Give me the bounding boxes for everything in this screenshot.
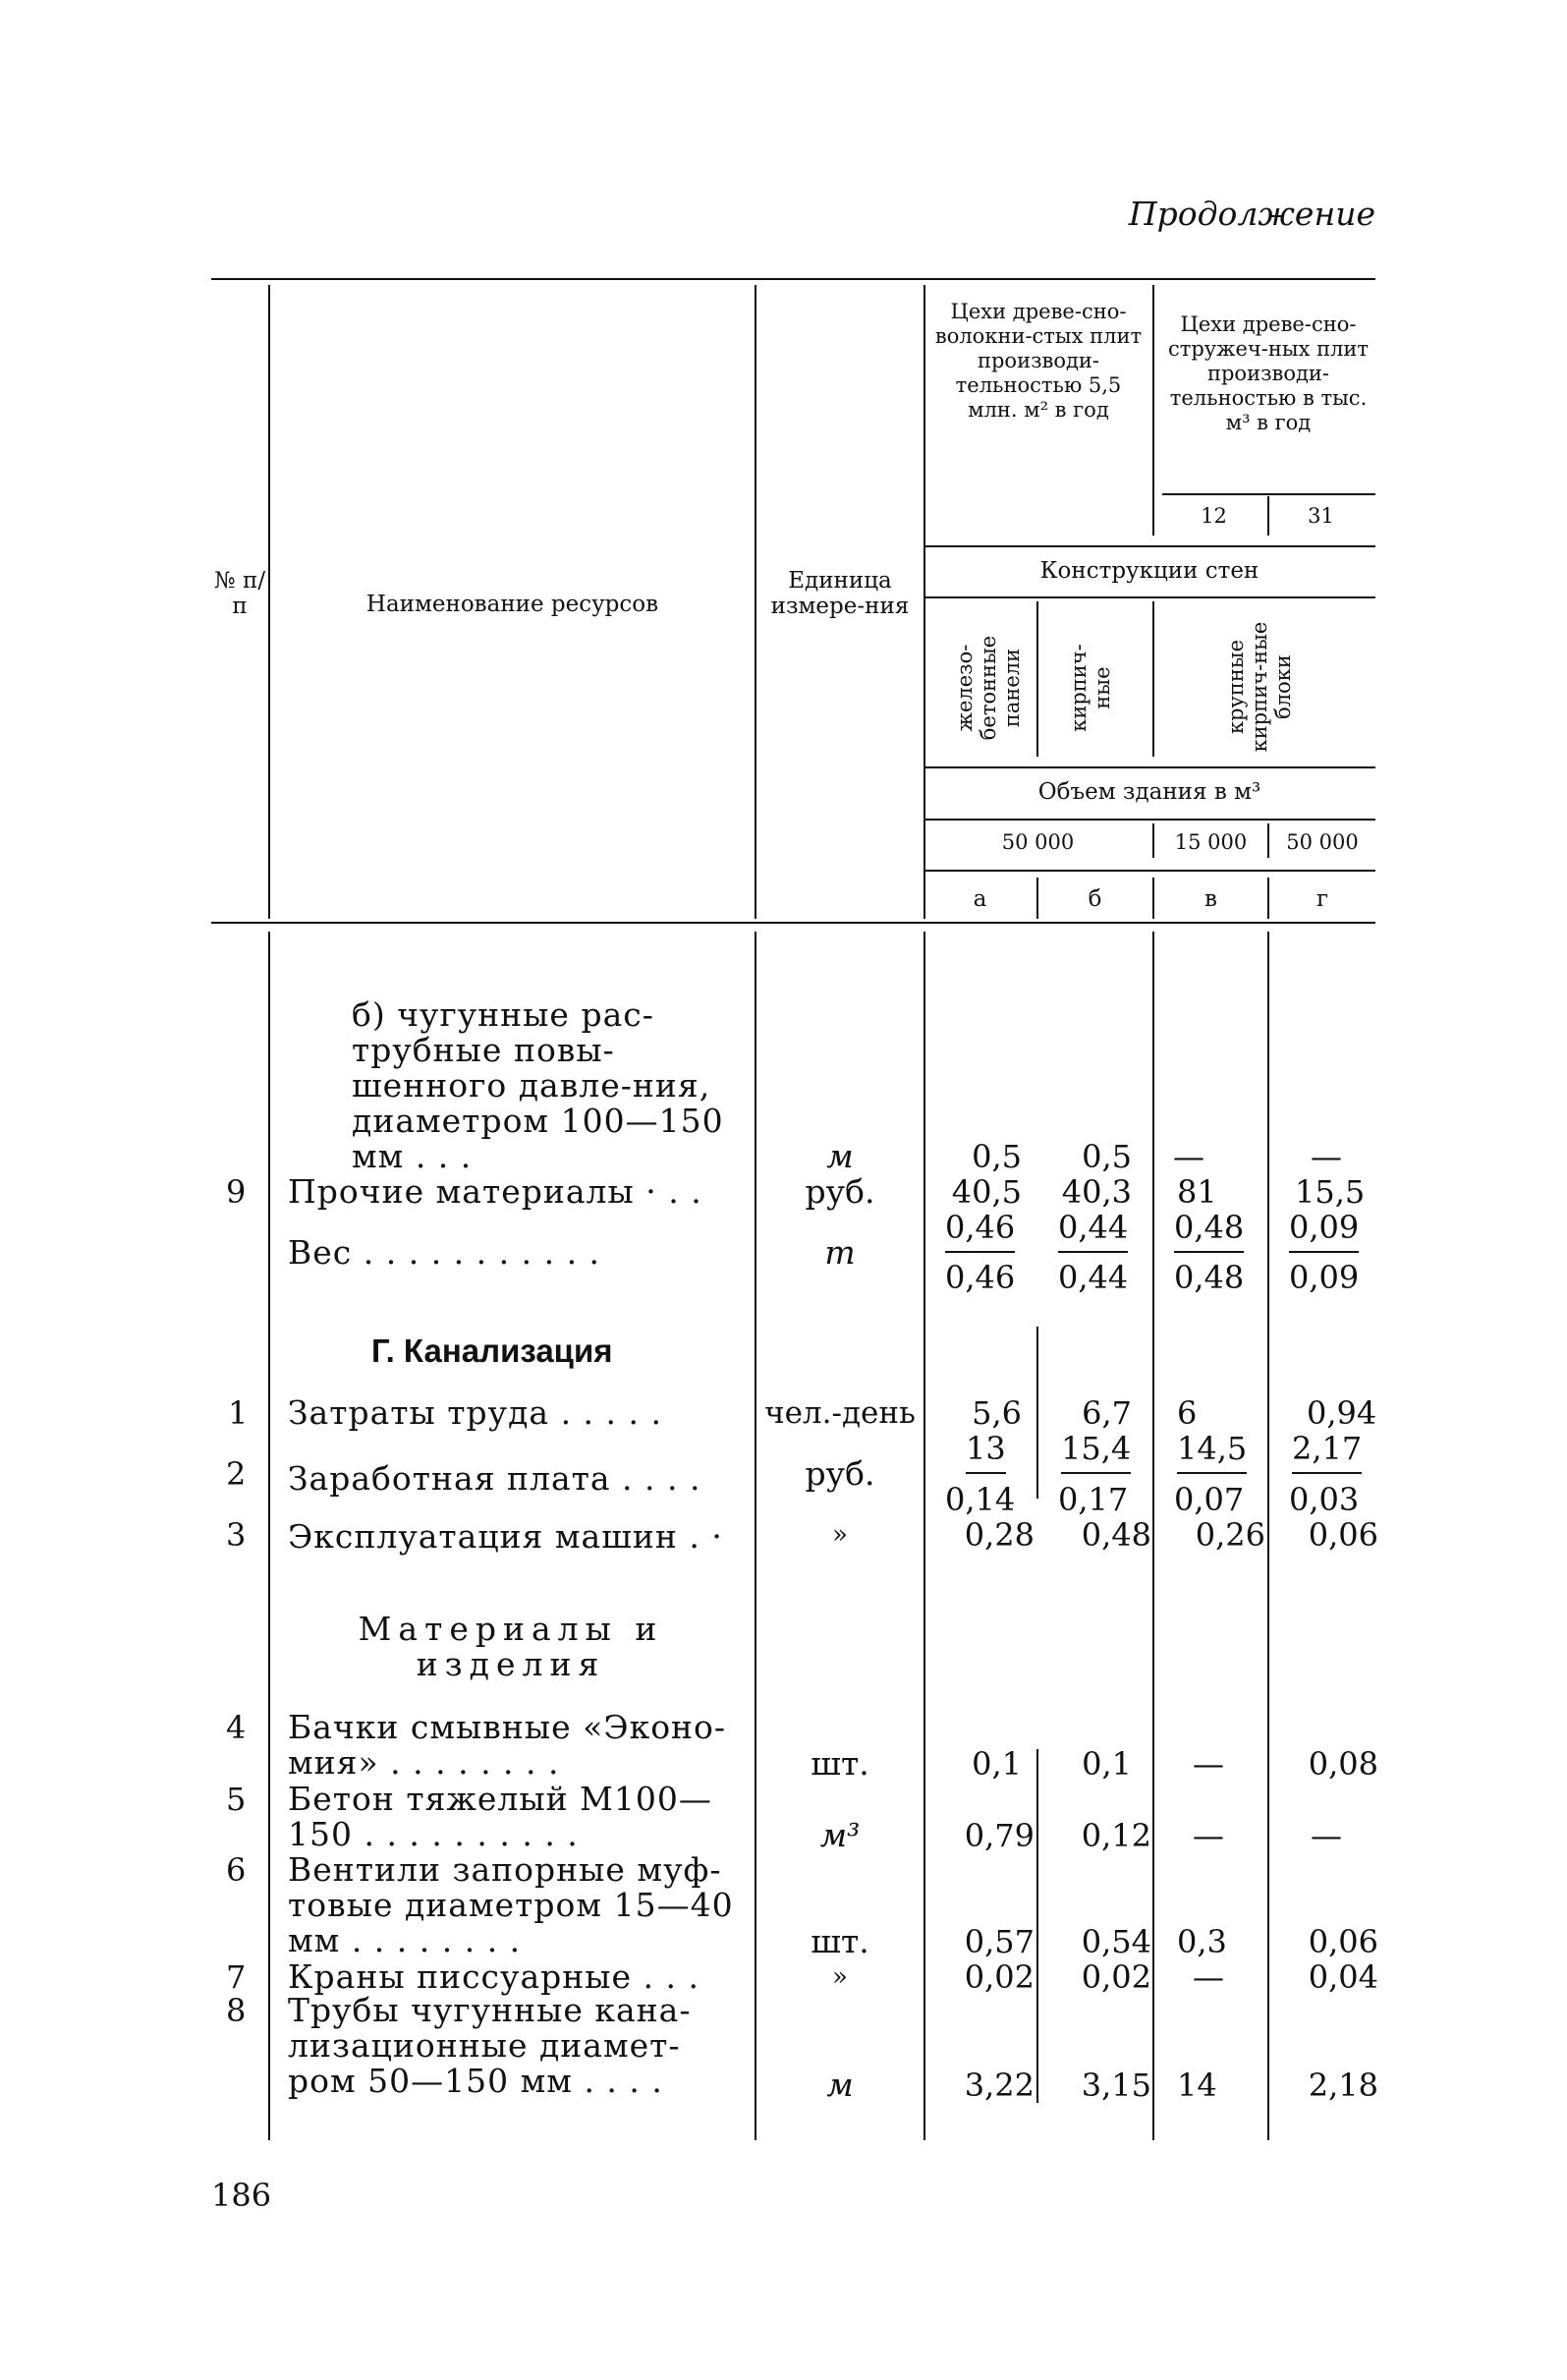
- weight-name: Вес . . . . . . . . . . .: [288, 1233, 601, 1272]
- col-d-label: г: [1315, 886, 1329, 912]
- row-7-num: 7: [226, 1958, 247, 1996]
- weight-bottom-b: 0,44: [1058, 1259, 1129, 1296]
- wage-unit: руб.: [805, 1454, 875, 1493]
- other-a: 40,5: [951, 1173, 1022, 1211]
- row-4-num: 4: [226, 1709, 247, 1746]
- vol-d: 50 000: [1286, 830, 1359, 854]
- page-number: 186: [211, 2177, 272, 2214]
- wall-a-header: железо-бетонные панели: [953, 635, 1024, 741]
- wall-b-header: кирпич-ные: [1067, 644, 1114, 732]
- col-sep-group: [1152, 285, 1154, 536]
- row-4-c: —: [1193, 1745, 1224, 1783]
- machines-unit: »: [832, 1520, 848, 1550]
- other-d: 15,5: [1295, 1173, 1366, 1211]
- other-c: 81: [1177, 1173, 1217, 1211]
- row-5-unit: м³: [819, 1816, 861, 1854]
- rule-cap: [1162, 493, 1375, 495]
- labor-unit: чел.-день: [764, 1395, 916, 1431]
- col-sep-wall-bc: [1152, 601, 1154, 757]
- row-3-num: 3: [226, 1516, 247, 1554]
- row-8-b: 3,15: [1081, 2067, 1151, 2104]
- pipes-c: —: [1173, 1138, 1204, 1175]
- weight-unit: т: [824, 1233, 856, 1272]
- weight-top-d: 0,09: [1289, 1210, 1359, 1253]
- num-header: № п/п: [213, 568, 266, 619]
- weight-top-c: 0,48: [1174, 1210, 1244, 1253]
- pipes-unit: м: [826, 1137, 854, 1175]
- body-sep-4b: [1036, 1749, 1038, 2103]
- row-7-unit: »: [832, 1962, 848, 1992]
- machines-a: 0,28: [964, 1516, 1035, 1554]
- row-4-a: 0,1: [972, 1745, 1022, 1783]
- row-6-d: 0,06: [1308, 1923, 1378, 1960]
- body-sep-1: [268, 932, 270, 2140]
- group2-header: Цехи древе-сно-стружеч-ных плит производи-тельностью в тыс. м³ в год: [1167, 312, 1370, 434]
- pipes-a: 0,5: [972, 1138, 1022, 1175]
- row-5-d: —: [1311, 1817, 1342, 1854]
- row-8-unit: м: [826, 2066, 854, 2104]
- header-top-rule: [211, 278, 1375, 280]
- machines-c: 0,26: [1195, 1516, 1265, 1554]
- wage-top-b: 15,4: [1061, 1431, 1131, 1474]
- capacity-12: 12: [1201, 504, 1227, 528]
- vol-ab: 50 000: [1001, 830, 1075, 854]
- labor-d: 0,94: [1307, 1394, 1377, 1432]
- rule-walls-bottom: [923, 766, 1375, 768]
- body-sep-6: [1267, 932, 1269, 2140]
- labor-a: 5,6: [972, 1394, 1022, 1432]
- row-6-num: 6: [226, 1851, 247, 1889]
- row-2-num: 2: [226, 1455, 247, 1493]
- row-6-b: 0,54: [1081, 1923, 1151, 1960]
- row-8-c: 14: [1177, 2067, 1217, 2104]
- row-4-name: Бачки смывные «Эконо-мия» . . . . . . . .: [288, 1708, 727, 1782]
- pipes-d: —: [1311, 1138, 1342, 1175]
- row-8-num: 8: [226, 1992, 247, 2029]
- header-bottom-rule: [211, 922, 1375, 924]
- machines-b: 0,48: [1081, 1516, 1151, 1554]
- pipes-name: б) чугунные рас-трубные повы-шенного давле-ния, диаметром 100—150 мм . . .: [352, 995, 724, 1175]
- row-6-a: 0,57: [964, 1923, 1035, 1960]
- row-7-d: 0,04: [1308, 1958, 1378, 1996]
- other-b: 40,3: [1061, 1173, 1132, 1211]
- machines-name: Эксплуатация машин . ·: [288, 1517, 723, 1556]
- labor-c: 6: [1177, 1394, 1198, 1432]
- body-sep-2: [755, 932, 756, 2140]
- weight-bottom-c: 0,48: [1174, 1259, 1245, 1296]
- col-sep-2: [755, 285, 756, 919]
- row-5-name: Бетон тяжелый М100—150 . . . . . . . . . .: [288, 1780, 712, 1853]
- rule-volume: [923, 819, 1375, 821]
- row-7-a: 0,02: [964, 1958, 1035, 1996]
- body-sep-4: [1036, 1327, 1038, 1499]
- row-8-name: Трубы чугунные кана-лизационные диамет-ром 50—150 мм . . . .: [288, 1991, 692, 2100]
- wall-constructions-header: Конструкции стен: [1039, 558, 1259, 584]
- wage-top-a: 13: [966, 1431, 1006, 1474]
- row-4-d: 0,08: [1308, 1745, 1378, 1783]
- row-1-num: 1: [228, 1394, 249, 1432]
- rule-group-bottom: [923, 545, 1375, 547]
- row-6-name: Вентили запорные муф-товые диаметром 15—40 мм . . . . . . . .: [288, 1850, 734, 1959]
- pipes-b: 0,5: [1082, 1138, 1132, 1175]
- row-5-a: 0,79: [964, 1817, 1035, 1854]
- row-4-b: 0,1: [1082, 1745, 1132, 1783]
- continuation-label: Продолжение: [1128, 195, 1375, 233]
- col-c-label: в: [1204, 886, 1217, 912]
- unit-header: Единица измере-ния: [770, 568, 910, 619]
- wage-name: Заработная плата . . . .: [288, 1459, 701, 1498]
- row-7-name: Краны писсуарные . . .: [288, 1957, 700, 1996]
- capacity-31: 31: [1308, 504, 1334, 528]
- row-7-b: 0,02: [1081, 1958, 1151, 1996]
- rule-walls: [923, 596, 1375, 598]
- row-5-b: 0,12: [1081, 1817, 1151, 1854]
- section-title-sewerage: Г. Канализация: [371, 1332, 613, 1369]
- row-5-num: 5: [226, 1781, 247, 1818]
- row-8-a: 3,22: [964, 2067, 1035, 2104]
- machines-d: 0,06: [1308, 1516, 1378, 1554]
- vol-c: 15 000: [1174, 830, 1248, 854]
- other-materials-name: Прочие материалы · . .: [288, 1172, 702, 1211]
- weight-bottom-a: 0,46: [945, 1259, 1016, 1296]
- col-sep-3: [923, 285, 925, 919]
- labor-b: 6,7: [1082, 1394, 1132, 1432]
- wage-bottom-a: 0,14: [945, 1481, 1016, 1518]
- wage-top-d: 2,17: [1292, 1431, 1362, 1474]
- row-8-d: 2,18: [1308, 2067, 1378, 2104]
- col-sep-wall-ab: [1036, 601, 1038, 757]
- row-9-num: 9: [226, 1173, 247, 1211]
- wage-bottom-c: 0,07: [1174, 1481, 1245, 1518]
- row-4-unit: шт.: [811, 1744, 869, 1783]
- materials-title: Материалы и изделия: [358, 1610, 664, 1683]
- row-5-c: —: [1193, 1817, 1224, 1854]
- body-sep-5: [1152, 932, 1154, 2140]
- wage-bottom-d: 0,03: [1289, 1481, 1360, 1518]
- weight-top-b: 0,44: [1058, 1210, 1128, 1253]
- rule-vol-values: [923, 870, 1375, 872]
- name-header: Наименование ресурсов: [365, 592, 659, 617]
- volume-header: Объем здания в м³: [1037, 779, 1261, 805]
- row-7-c: —: [1193, 1958, 1224, 1996]
- row-6-c: 0,3: [1177, 1923, 1227, 1960]
- group1-header: Цехи древе-сно-волокни-стых плит производи-тельностью 5,5 млн. м² в год: [934, 300, 1143, 422]
- row-6-unit: шт.: [811, 1922, 869, 1960]
- weight-top-a: 0,46: [945, 1210, 1015, 1253]
- labor-name: Затраты труда . . . . .: [288, 1393, 662, 1432]
- wage-top-c: 14,5: [1177, 1431, 1247, 1474]
- wall-cd-header: крупные кирпич-ные блоки: [1224, 621, 1295, 753]
- other-materials-unit: руб.: [805, 1172, 875, 1211]
- col-b-label: б: [1088, 886, 1102, 912]
- wage-bottom-b: 0,17: [1058, 1481, 1129, 1518]
- weight-bottom-d: 0,09: [1289, 1259, 1360, 1296]
- body-sep-3: [923, 932, 925, 2140]
- col-a-label: а: [973, 886, 987, 912]
